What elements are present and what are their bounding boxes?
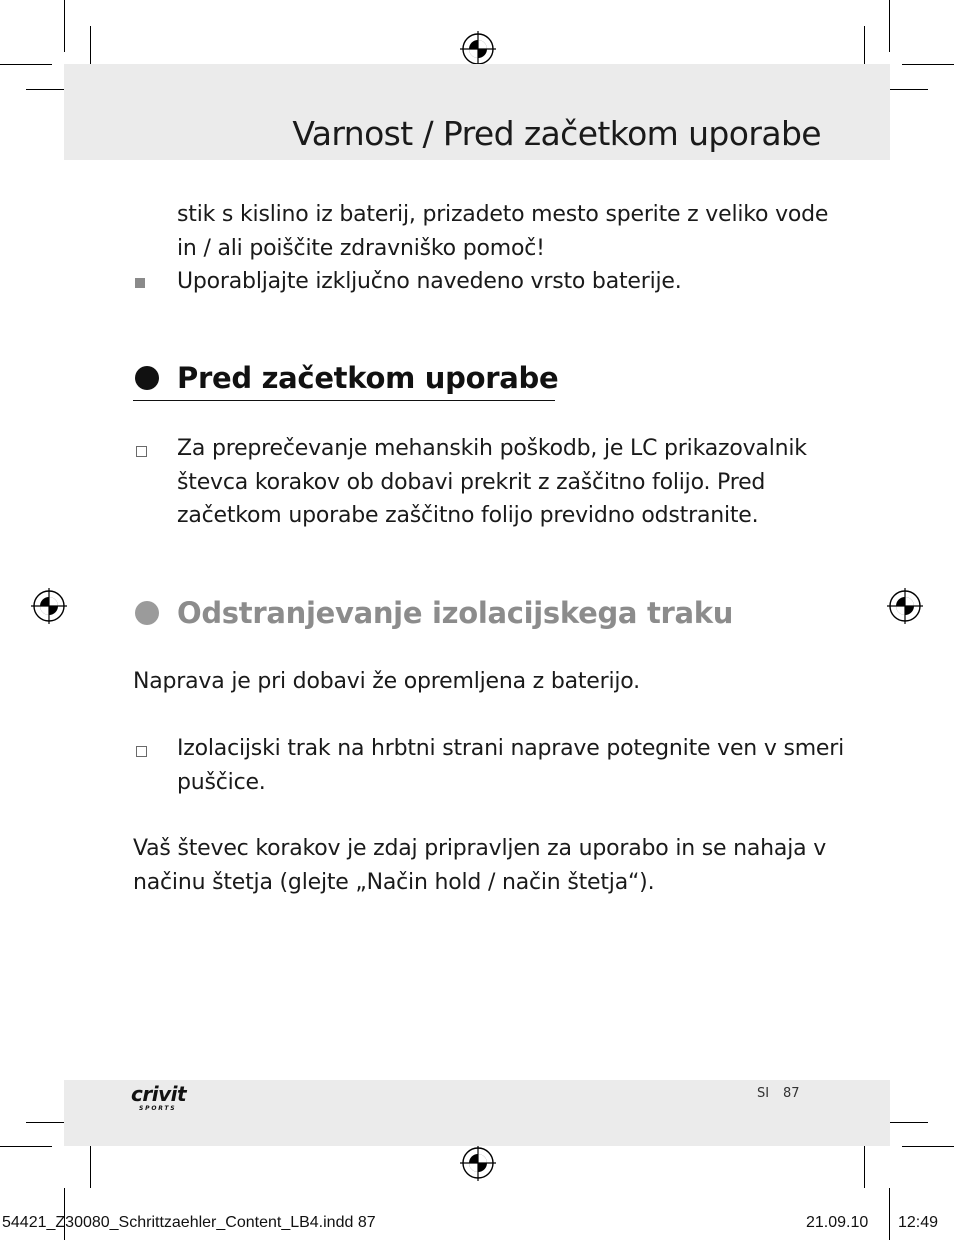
step-checkbox-icon <box>136 446 147 457</box>
crop-mark <box>90 1142 91 1188</box>
section-heading-underline <box>133 400 555 401</box>
intro-bullet-text: Uporabljajte izključno navedeno vrsto baterije. <box>177 269 682 294</box>
registration-mark-icon <box>31 588 67 624</box>
slug-file-name: 54421_Z30080_Schrittzaehler_Content_LB4.indd 87 <box>2 1214 376 1231</box>
slug-time: 12:49 <box>898 1214 939 1231</box>
step-line: začetkom uporabe zaščitno folijo previdno odstranite. <box>177 503 759 528</box>
language-code: SI <box>757 1086 770 1101</box>
crop-mark <box>864 1142 865 1188</box>
step-line: števca korakov ob dobavi prekrit z zaščitno folijo. Pred <box>177 470 766 495</box>
section-bullet-icon <box>135 366 159 390</box>
step-line: Za preprečevanje mehanskih poškodb, je LC prikazovalnik <box>177 436 807 461</box>
registration-mark-icon <box>460 1145 496 1181</box>
crop-mark <box>0 1146 52 1147</box>
step-checkbox-icon <box>136 746 147 757</box>
step-line: Izolacijski trak na hrbtni strani naprave potegnite ven v smeri <box>177 736 845 761</box>
section-heading: Pred začetkom uporabe <box>177 361 559 395</box>
crop-mark <box>0 64 52 65</box>
section-heading: Odstranjevanje izolacijskega traku <box>177 596 734 630</box>
brand-logo-subtext: SPORTS <box>139 1105 177 1112</box>
crop-mark <box>902 1146 954 1147</box>
crop-mark <box>889 1188 890 1240</box>
crop-mark <box>889 0 890 52</box>
registration-mark-icon <box>887 588 923 624</box>
section-bullet-icon <box>135 601 159 625</box>
crop-mark <box>64 0 65 52</box>
paragraph-line: načinu štetja (glejte „Način hold / način štetja“). <box>133 870 655 895</box>
page-title: Varnost / Pred začetkom uporabe <box>292 114 821 153</box>
crop-mark <box>902 64 954 65</box>
registration-mark-icon <box>460 31 496 67</box>
page-number: 87 <box>783 1086 800 1101</box>
paragraph: Naprava je pri dobavi že opremljena z baterijo. <box>133 669 640 694</box>
bullet-square-icon <box>135 278 145 288</box>
step-line: puščice. <box>177 770 266 795</box>
brand-logo <box>131 1083 201 1119</box>
intro-line: stik s kislino iz baterij, prizadeto mesto sperite z veliko vode <box>177 202 829 227</box>
slug-date: 21.09.10 <box>806 1214 869 1231</box>
paragraph-line: Vaš števec korakov je zdaj pripravljen za uporabo in se nahaja v <box>133 836 827 861</box>
intro-line: in / ali poiščite zdravniško pomoč! <box>177 236 545 261</box>
brand-logo-text: crivit <box>131 1082 187 1106</box>
